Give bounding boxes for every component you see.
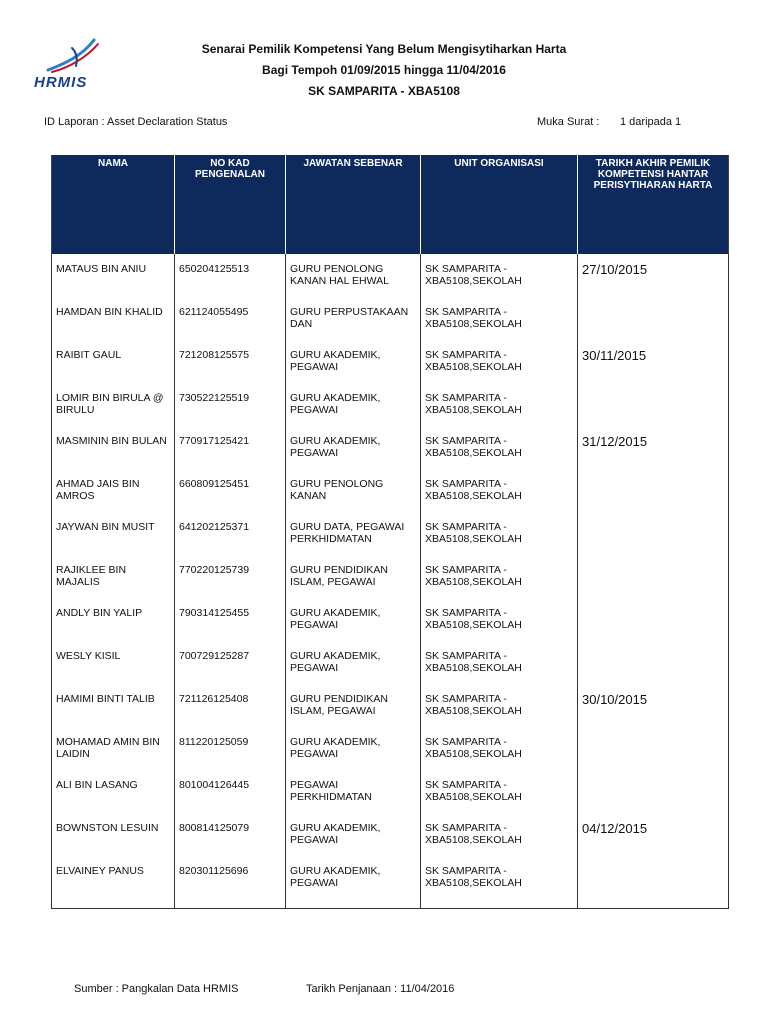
cell-no-kad-pengenalan-cell <box>175 426 286 469</box>
cell-unit-organisasi-cell <box>421 555 578 598</box>
cell-jawatan-sebenar-cell <box>286 512 421 555</box>
cell-nama: BOWNSTON LESUIN <box>56 822 159 834</box>
cell-nama-cell <box>52 813 175 856</box>
cell-tarikh-akhir: 30/10/2015 <box>582 692 648 707</box>
cell-nama-cell <box>52 512 175 555</box>
cell-no-kad-pengenalan: 650204125513 <box>179 263 250 275</box>
cell-nama-cell <box>52 856 175 899</box>
cell-unit-organisasi-cell <box>421 426 578 469</box>
cell-nama-cell <box>52 254 175 297</box>
cell-jawatan-sebenar-cell <box>286 340 421 383</box>
cell-nama: ELVAINEY PANUS <box>56 865 144 877</box>
cell-jawatan-sebenar: GURU PENDIDIKAN ISLAM, PEGAWAI <box>290 693 389 717</box>
cell-tarikh-akhir-cell <box>578 383 729 426</box>
column-header-tarikh-akhir: TARIKH AKHIR PEMILIK KOMPETENSI HANTAR PERISYTIHARAN HARTA <box>578 155 729 254</box>
cell-tarikh-akhir: 04/12/2015 <box>582 821 648 836</box>
cell-jawatan-sebenar: GURU PENDIDIKAN ISLAM, PEGAWAI <box>290 564 389 588</box>
cell-tarikh-akhir <box>578 598 728 641</box>
cell-no-kad-pengenalan: 730522125519 <box>179 392 250 404</box>
cell-unit-organisasi: SK SAMPARITA - XBA5108,SEKOLAH <box>425 822 522 846</box>
report-id: ID Laporan : Asset Declaration Status <box>44 116 228 128</box>
cell-no-kad-pengenalan-cell <box>175 297 286 340</box>
cell-nama-cell <box>52 727 175 770</box>
cell-unit-organisasi: SK SAMPARITA - XBA5108,SEKOLAH <box>425 779 522 803</box>
cell-unit-organisasi-cell <box>421 254 578 297</box>
page-label: Muka Surat : <box>537 116 600 128</box>
cell-no-kad-pengenalan: 770917125421 <box>179 435 250 447</box>
cell-tarikh-akhir-cell <box>578 297 729 340</box>
cell-no-kad-pengenalan: 800814125079 <box>179 822 250 834</box>
column-header-no-kad-pengenalan: NO KAD PENGENALAN <box>175 155 286 254</box>
cell-unit-organisasi-cell <box>421 770 578 813</box>
cell-jawatan-sebenar: GURU AKADEMIK, PEGAWAI <box>290 392 381 416</box>
cell-jawatan-sebenar: GURU AKADEMIK, PEGAWAI <box>290 736 381 760</box>
cell-nama-cell <box>52 426 175 469</box>
cell-jawatan-sebenar-cell <box>286 641 421 684</box>
cell-jawatan-sebenar: GURU PENOLONG KANAN <box>290 478 384 502</box>
cell-jawatan-sebenar: GURU AKADEMIK, PEGAWAI <box>290 865 381 889</box>
cell-unit-organisasi: SK SAMPARITA - XBA5108,SEKOLAH <box>425 263 522 287</box>
cell-unit-organisasi-cell <box>421 598 578 641</box>
cell-tarikh-akhir-cell <box>578 512 729 555</box>
cell-tarikh-akhir <box>578 770 728 813</box>
cell-no-kad-pengenalan: 641202125371 <box>179 521 250 533</box>
cell-nama-cell <box>52 770 175 813</box>
column-header-unit-organisasi: UNIT ORGANISASI <box>421 155 578 254</box>
cell-nama-cell <box>52 383 175 426</box>
cell-nama-cell <box>52 469 175 512</box>
cell-no-kad-pengenalan-cell <box>175 813 286 856</box>
cell-unit-organisasi-cell <box>421 297 578 340</box>
cell-tarikh-akhir <box>578 297 728 340</box>
table-row <box>52 641 729 684</box>
cell-tarikh-akhir <box>578 727 728 770</box>
cell-tarikh-akhir-cell <box>578 254 729 297</box>
cell-tarikh-akhir <box>578 469 728 512</box>
cell-no-kad-pengenalan-cell <box>175 684 286 727</box>
logo-text: HRMIS <box>34 74 88 91</box>
footer-generated-date: Tarikh Penjanaan : 11/04/2016 <box>306 983 455 995</box>
cell-unit-organisasi: SK SAMPARITA - XBA5108,SEKOLAH <box>425 865 522 889</box>
cell-nama-cell <box>52 555 175 598</box>
cell-unit-organisasi-cell <box>421 383 578 426</box>
cell-jawatan-sebenar: GURU DATA, PEGAWAI PERKHIDMATAN <box>290 521 405 545</box>
cell-jawatan-sebenar: GURU AKADEMIK, PEGAWAI <box>290 822 381 846</box>
cell-unit-organisasi: SK SAMPARITA - XBA5108,SEKOLAH <box>425 564 522 588</box>
column-header-nama: NAMA <box>52 155 175 254</box>
cell-unit-organisasi-cell <box>421 856 578 899</box>
table-bottom-spacer <box>52 899 729 909</box>
cell-unit-organisasi: SK SAMPARITA - XBA5108,SEKOLAH <box>425 478 522 502</box>
cell-no-kad-pengenalan-cell <box>175 598 286 641</box>
cell-no-kad-pengenalan: 811220125059 <box>179 736 249 748</box>
cell-tarikh-akhir-cell <box>578 641 729 684</box>
cell-jawatan-sebenar: GURU AKADEMIK, PEGAWAI <box>290 650 381 674</box>
cell-no-kad-pengenalan: 721208125575 <box>179 349 250 361</box>
cell-nama: LOMIR BIN BIRULA @ BIRULU <box>56 392 164 416</box>
cell-no-kad-pengenalan: 770220125739 <box>179 564 250 576</box>
cell-tarikh-akhir: 27/10/2015 <box>582 262 648 277</box>
cell-no-kad-pengenalan: 700729125287 <box>179 650 250 662</box>
cell-tarikh-akhir: 30/11/2015 <box>582 348 647 363</box>
cell-unit-organisasi: SK SAMPARITA - XBA5108,SEKOLAH <box>425 435 522 459</box>
cell-nama: MATAUS BIN ANIU <box>56 263 147 275</box>
cell-nama-cell <box>52 684 175 727</box>
cell-no-kad-pengenalan-cell <box>175 512 286 555</box>
cell-no-kad-pengenalan-cell <box>175 383 286 426</box>
cell-tarikh-akhir-cell <box>578 856 729 899</box>
cell-tarikh-akhir-cell <box>578 340 729 383</box>
page-value: 1 daripada 1 <box>620 116 682 128</box>
cell-no-kad-pengenalan-cell <box>175 555 286 598</box>
cell-tarikh-akhir-cell <box>578 684 729 727</box>
table-row <box>52 254 729 297</box>
cell-no-kad-pengenalan-cell <box>175 340 286 383</box>
cell-jawatan-sebenar-cell <box>286 383 421 426</box>
cell-tarikh-akhir <box>578 383 728 426</box>
table-row <box>52 684 729 727</box>
cell-jawatan-sebenar-cell <box>286 598 421 641</box>
cell-jawatan-sebenar: GURU AKADEMIK, PEGAWAI <box>290 607 381 631</box>
cell-no-kad-pengenalan: 801004126445 <box>179 779 250 791</box>
cell-unit-organisasi: SK SAMPARITA - XBA5108,SEKOLAH <box>425 736 522 760</box>
cell-tarikh-akhir-cell <box>578 555 729 598</box>
cell-nama: RAIBIT GAUL <box>56 349 122 361</box>
cell-nama-cell <box>52 598 175 641</box>
cell-jawatan-sebenar: GURU AKADEMIK, PEGAWAI <box>290 349 381 373</box>
cell-jawatan-sebenar-cell <box>286 684 421 727</box>
column-header-jawatan-sebenar: JAWATAN SEBENAR <box>286 155 421 254</box>
cell-jawatan-sebenar-cell <box>286 770 421 813</box>
cell-tarikh-akhir-cell <box>578 727 729 770</box>
cell-no-kad-pengenalan: 621124055495 <box>179 306 249 318</box>
cell-nama: WESLY KISIL <box>56 650 121 662</box>
cell-no-kad-pengenalan-cell <box>175 469 286 512</box>
cell-nama: JAYWAN BIN MUSIT <box>56 521 155 533</box>
table-row <box>52 856 729 899</box>
cell-tarikh-akhir: 31/12/2015 <box>582 434 648 449</box>
cell-nama: ANDLY BIN YALIP <box>56 607 143 619</box>
table-body <box>52 254 729 909</box>
report-title: Senarai Pemilik Kompetensi Yang Belum Mengisytiharkan Harta <box>201 42 567 56</box>
cell-jawatan-sebenar-cell <box>286 426 421 469</box>
table-row <box>52 555 729 598</box>
cell-nama: RAJIKLEE BIN MAJALIS <box>56 564 127 588</box>
table-row <box>52 340 729 383</box>
cell-tarikh-akhir-cell <box>578 426 729 469</box>
cell-no-kad-pengenalan-cell <box>175 856 286 899</box>
cell-nama: HAMDAN BIN KHALID <box>56 306 163 318</box>
cell-jawatan-sebenar: GURU AKADEMIK, PEGAWAI <box>290 435 381 459</box>
cell-unit-organisasi: SK SAMPARITA - XBA5108,SEKOLAH <box>425 607 522 631</box>
cell-nama-cell <box>52 340 175 383</box>
table-row <box>52 727 729 770</box>
cell-no-kad-pengenalan: 790314125455 <box>179 607 250 619</box>
cell-jawatan-sebenar-cell <box>286 254 421 297</box>
cell-unit-organisasi: SK SAMPARITA - XBA5108,SEKOLAH <box>425 650 522 674</box>
cell-no-kad-pengenalan: 660809125451 <box>179 478 250 490</box>
table-row <box>52 770 729 813</box>
table-row <box>52 813 729 856</box>
cell-unit-organisasi: SK SAMPARITA - XBA5108,SEKOLAH <box>425 521 522 545</box>
report-organisation: SK SAMPARITA - XBA5108 <box>308 84 460 98</box>
cell-tarikh-akhir <box>578 856 728 899</box>
cell-unit-organisasi-cell <box>421 684 578 727</box>
cell-tarikh-akhir-cell <box>578 813 729 856</box>
cell-unit-organisasi-cell <box>421 512 578 555</box>
table-row <box>52 512 729 555</box>
cell-unit-organisasi: SK SAMPARITA - XBA5108,SEKOLAH <box>425 392 522 416</box>
cell-jawatan-sebenar-cell <box>286 555 421 598</box>
cell-jawatan-sebenar-cell <box>286 813 421 856</box>
table-row <box>52 469 729 512</box>
footer-source: Sumber : Pangkalan Data HRMIS <box>74 983 239 995</box>
table-row <box>52 383 729 426</box>
cell-jawatan-sebenar: GURU PENOLONG KANAN HAL EHWAL <box>290 263 389 287</box>
cell-no-kad-pengenalan-cell <box>175 254 286 297</box>
table-row <box>52 297 729 340</box>
cell-nama: AHMAD JAIS BIN AMROS <box>56 478 140 502</box>
cell-jawatan-sebenar-cell <box>286 856 421 899</box>
cell-no-kad-pengenalan: 820301125696 <box>179 865 249 877</box>
cell-unit-organisasi-cell <box>421 813 578 856</box>
cell-nama-cell <box>52 641 175 684</box>
cell-nama: ALI BIN LASANG <box>56 779 138 791</box>
table-row <box>52 598 729 641</box>
table-header-row <box>52 155 729 254</box>
cell-unit-organisasi-cell <box>421 641 578 684</box>
asset-declaration-table <box>51 155 729 909</box>
cell-unit-organisasi-cell <box>421 469 578 512</box>
cell-jawatan-sebenar-cell <box>286 727 421 770</box>
cell-unit-organisasi-cell <box>421 727 578 770</box>
cell-jawatan-sebenar-cell <box>286 469 421 512</box>
cell-no-kad-pengenalan-cell <box>175 770 286 813</box>
report-period: Bagi Tempoh 01/09/2015 hingga 11/04/2016 <box>262 63 506 77</box>
cell-unit-organisasi: SK SAMPARITA - XBA5108,SEKOLAH <box>425 349 522 373</box>
cell-tarikh-akhir <box>578 641 728 684</box>
table-row <box>52 426 729 469</box>
cell-unit-organisasi: SK SAMPARITA - XBA5108,SEKOLAH <box>425 306 522 330</box>
cell-jawatan-sebenar: PEGAWAI PERKHIDMATAN <box>290 779 372 803</box>
cell-tarikh-akhir-cell <box>578 770 729 813</box>
cell-tarikh-akhir-cell <box>578 598 729 641</box>
cell-no-kad-pengenalan: 721126125408 <box>179 693 249 705</box>
cell-no-kad-pengenalan-cell <box>175 727 286 770</box>
cell-tarikh-akhir-cell <box>578 469 729 512</box>
cell-jawatan-sebenar-cell <box>286 297 421 340</box>
cell-nama-cell <box>52 297 175 340</box>
cell-tarikh-akhir <box>578 555 728 598</box>
cell-nama: HAMIMI BINTI TALIB <box>56 693 155 705</box>
cell-tarikh-akhir <box>578 512 728 555</box>
cell-jawatan-sebenar: GURU PERPUSTAKAAN DAN <box>290 306 409 330</box>
cell-nama: MASMININ BIN BULAN <box>56 435 167 447</box>
cell-unit-organisasi-cell <box>421 340 578 383</box>
cell-no-kad-pengenalan-cell <box>175 641 286 684</box>
cell-nama: MOHAMAD AMIN BIN LAIDIN <box>56 736 160 760</box>
cell-unit-organisasi: SK SAMPARITA - XBA5108,SEKOLAH <box>425 693 522 717</box>
